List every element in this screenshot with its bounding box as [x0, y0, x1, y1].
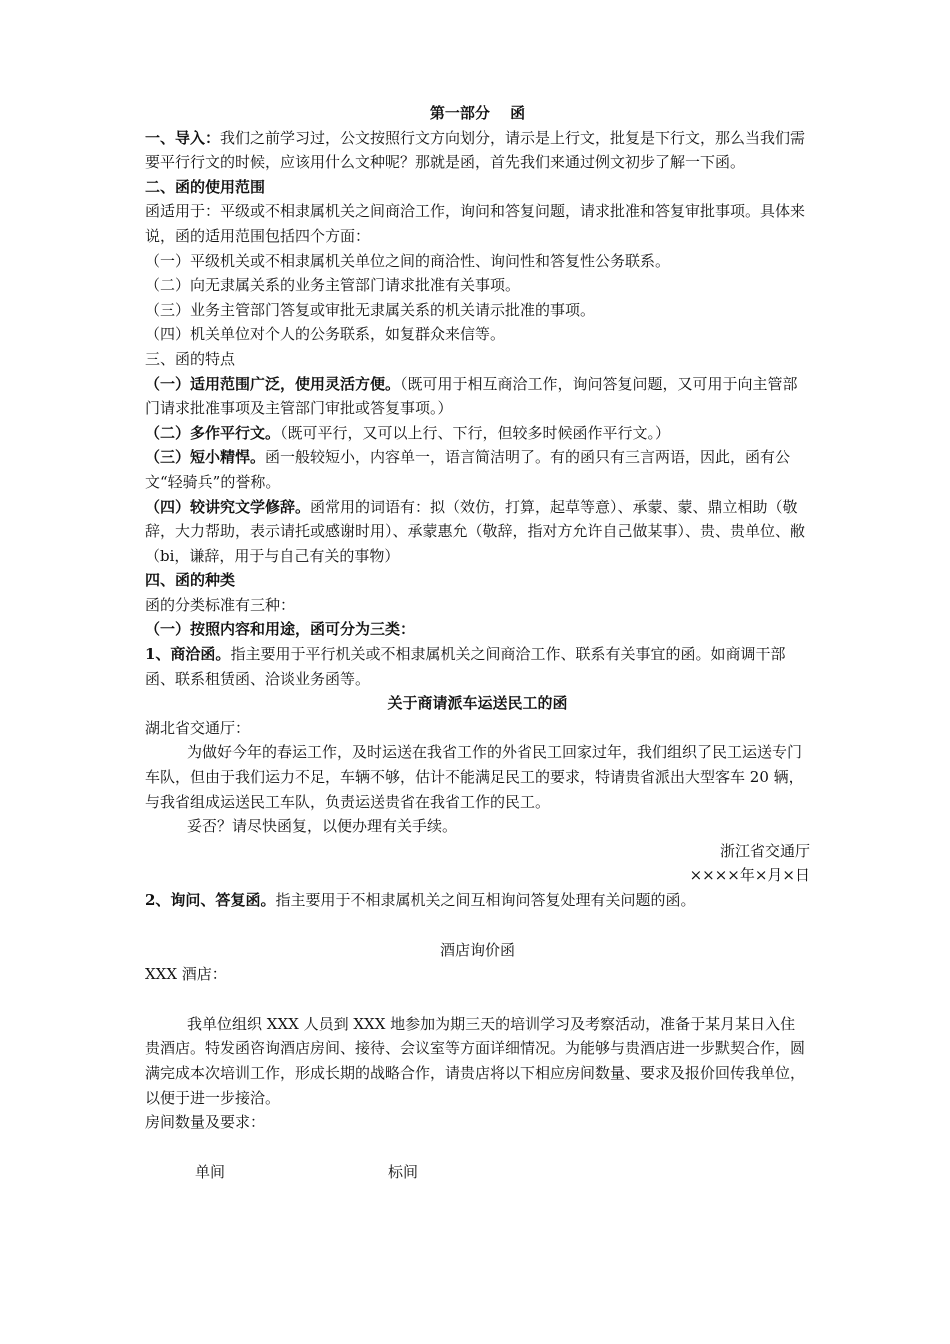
intro-label: 一、导入：: [145, 128, 221, 147]
scope-item: （二）向无隶属关系的业务主管部门请求批准有关事项。: [145, 276, 521, 295]
document-page: [145, 101, 810, 1185]
room-type-standard: 标间: [388, 1162, 419, 1181]
example2-title: 酒店询价函: [439, 940, 515, 959]
example1-title: 关于商请派车运送民工的函: [387, 694, 568, 713]
type-2-paragraph: 2、询问、答复函。指主要用于不相隶属机关之间互相询问答复处理有关问题的函。: [145, 891, 696, 909]
types-subheading: （一）按照内容和用途，函可分为三类：: [145, 620, 416, 639]
feature-item: （一）适用范围广泛，使用灵活方便。（既可用于相互商洽工作，询问答复问题，又可用于向主管部门请求批准事项及主管部门审批或答复事项。）: [145, 374, 798, 418]
example1-sender: 浙江省交通厅: [719, 841, 810, 860]
scope-item: （三）业务主管部门答复或审批无隶属关系的机关请示批准的事项。: [145, 300, 596, 319]
room-types-row: [145, 1160, 810, 1185]
scope-item: （四）机关单位对个人的公务联系，如复群众来信等。: [145, 325, 506, 344]
example2-recipient: XXX 酒店：: [145, 965, 227, 984]
example2-body: 我单位组织 XXX 人员到 XXX 地参加为期三天的培训学习及考察活动，准备于某月某日入住贵酒店。特发函咨询酒店房间、接待、会议室等方面详细情况。为能够与贵酒店进一步默契合作，圆满完成本次培训工作，形成长期的战略合作，请贵店将以下相应房间数量、要求及报价回传我单位，以便于进一步接洽。: [145, 1014, 806, 1107]
feature-item: （四）较讲究文学修辞。函常用的词语有：拟（效仿，打算，起草等意）、承蒙、蒙、鼎立相助（敬辞，大力帮助，表示请托或感谢时用）、承蒙惠允（敬辞，指对方允许自己做某事）、贵、贵单位、敝（bi，谦辞，用于与自己有关的事物）: [145, 497, 806, 565]
example1-recipient: 湖北省交通厅：: [145, 718, 251, 737]
scope-heading: 二、函的使用范围: [145, 177, 266, 196]
features-heading: 三、函的特点: [145, 349, 236, 368]
feature-item: （三）短小精悍。函一般较短小，内容单一，语言简洁明了。有的函只有三言两语，因此，函有公文“轻骑兵”的誉称。: [145, 448, 791, 491]
page-title: 第一部分 函: [429, 104, 526, 122]
types-text: 函的分类标准有三种：: [145, 595, 296, 614]
types-heading: 四、函的种类: [145, 571, 236, 590]
room-type-single: 单间: [195, 1162, 226, 1181]
scope-text: 函适用于：平级或不相隶属机关之间商洽工作，询问和答复问题，请求批准和答复审批事项。具体来说，函的适用范围包括四个方面：: [145, 202, 806, 245]
example2-rooms-label: 房间数量及要求：: [145, 1113, 266, 1132]
example1-body: 为做好今年的春运工作，及时运送在我省工作的外省民工回家过年，我们组织了民工运送专门车队，但由于我们运力不足，车辆不够，估计不能满足民工的要求，特请贵省派出大型客车 20 辆，与我省组成运送民工车队，负责运送贵省在我省工作的民工。: [145, 743, 804, 811]
type-1-paragraph: 1、商洽函。指主要用于平行机关或不相隶属机关之间商洽工作、联系有关事宜的函。如商调干部函、联系租赁函、洽谈业务函等。: [145, 645, 786, 688]
scope-item: （一）平级机关或不相隶属机关单位之间的商洽性、询问性和答复性公务联系。: [145, 251, 671, 270]
intro-paragraph: [145, 126, 810, 175]
example1-date: ××××年×月×日: [689, 866, 810, 885]
intro-text: 我们之前学习过，公文按照行文方向划分，请示是上行文，批复是下行文，那么当我们需要平行行文的时候，应该用什么文种呢？那就是函，首先我们来通过例文初步了解一下函。: [145, 128, 806, 172]
feature-item: （二）多作平行文。（既可平行，又可以上行、下行，但较多时候函作平行文。）: [145, 423, 671, 442]
example1-closing: 妥否？请尽快函复，以便办理有关手续。: [187, 817, 458, 836]
